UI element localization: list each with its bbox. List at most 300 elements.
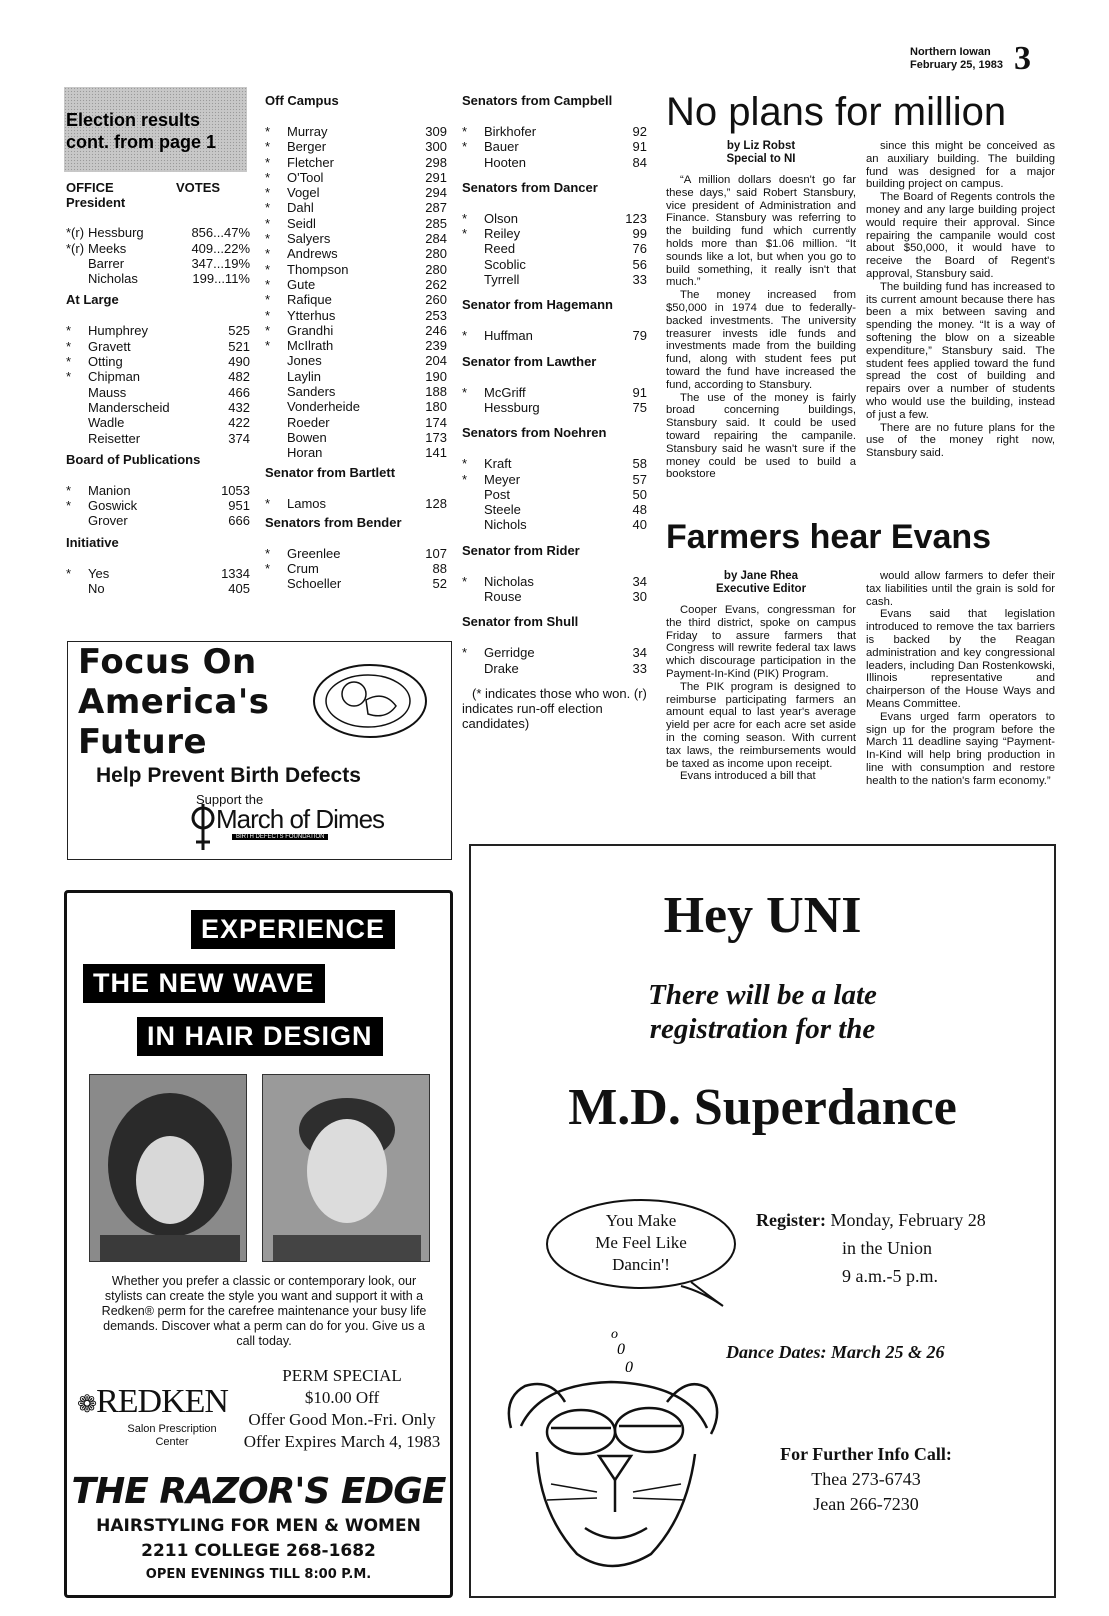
candidate-votes: 99 — [632, 226, 647, 242]
election-column-3 — [462, 93, 647, 731]
candidate-votes: 84 — [632, 154, 647, 170]
candidate-name: Goswick — [88, 498, 138, 514]
candidate-votes: 52 — [432, 576, 447, 592]
candidate-row — [462, 241, 647, 256]
winner-marker: * — [265, 338, 271, 354]
winner-marker: * — [265, 169, 271, 185]
candidate-row — [462, 487, 647, 502]
candidate-votes: 666 — [228, 513, 250, 529]
superdance-ad — [469, 844, 1056, 1598]
candidate-name: Reed — [484, 241, 516, 257]
dancer-list — [462, 211, 647, 287]
results-note: (* indicates those who won. (r) indicates run-off election candidates) — [462, 685, 647, 731]
contact-2: Jean 266-7230 — [813, 1494, 919, 1514]
candidate-row — [265, 170, 447, 185]
paper-name: Northern Iowan — [910, 46, 991, 58]
dimes-tagline: Help Prevent Birth Defects — [96, 764, 361, 787]
article2-column-2 — [866, 570, 1055, 788]
election-header-line2: cont. from page 1 — [66, 132, 217, 152]
candidate-name: Horan — [287, 445, 323, 461]
perm-special — [227, 1365, 457, 1453]
svg-text:o: o — [611, 1327, 618, 1342]
candidate-row — [265, 308, 447, 323]
candidate-row — [265, 216, 447, 231]
winner-marker: * — [66, 565, 72, 581]
candidate-name: Birkhofer — [484, 124, 537, 139]
candidate-name: Bowen — [287, 429, 327, 445]
candidate-name: Wadle — [88, 415, 125, 431]
candidate-votes: 174 — [425, 414, 447, 430]
col-office-label: OFFICE — [66, 180, 114, 195]
candidate-name: Humphrey — [88, 323, 148, 339]
candidate-row — [66, 256, 250, 271]
noehren-list — [462, 456, 647, 532]
candidate-name: Fletcher — [287, 154, 334, 170]
candidate-votes: 91 — [632, 139, 647, 155]
article1-column-2 — [866, 140, 1055, 460]
winner-marker: * — [265, 495, 271, 511]
candidate-votes: 1334 — [221, 565, 250, 581]
winner-marker: * — [462, 226, 468, 242]
article2-body-col2 — [866, 570, 1055, 788]
dimes-line1: Focus On — [78, 642, 257, 682]
president-list — [66, 225, 250, 286]
hair-bar-3: IN HAIR DESIGN — [137, 1017, 383, 1056]
candidate-row — [462, 139, 647, 154]
article-paragraph: There are no future plans for the use of the money right now, Stansbury said. — [866, 421, 1055, 460]
winner-marker: * — [462, 384, 468, 400]
candidate-votes: 56 — [632, 256, 647, 272]
candidate-votes: 347...19% — [191, 255, 250, 271]
candidate-votes: 199...11% — [192, 271, 250, 287]
candidate-row — [265, 384, 447, 399]
candidate-name: Crum — [287, 561, 319, 577]
article-paragraph: since this might be conceived as an auxiliary building. The building fund was designed for a major building project on campus. — [866, 140, 1055, 191]
candidate-name: Kraft — [484, 456, 512, 472]
candidate-name: Salyers — [287, 231, 331, 247]
candidate-name: Berger — [287, 139, 327, 155]
shop-hours: OPEN EVENINGS TILL 8:00 P.M. — [145, 1567, 372, 1582]
article-paragraph: Evans introduced a bill that — [680, 770, 816, 783]
article-paragraph: The building fund has increased to its current amount because there has been a mix between saving and spending the money. “It is a way of softening the blow on a sizeable expenditure,” Stansbury said. The student fees applied toward the fund spread the cost of building and repairs over a number of students who would use the building, instead of just a few. — [866, 280, 1055, 421]
candidate-votes: 291 — [425, 169, 447, 185]
candidate-votes: 951 — [228, 498, 250, 514]
hagemann-label: Senator from Hagemann — [462, 297, 613, 313]
register-label: Register: — [756, 1210, 826, 1230]
candidate-votes: 34 — [632, 645, 647, 661]
article1-body-col2 — [866, 140, 1055, 460]
winner-marker: * — [265, 322, 271, 338]
candidate-row — [66, 354, 250, 369]
candidate-name: Rouse — [484, 589, 522, 605]
initiative-list — [66, 566, 250, 597]
rider-list — [462, 574, 647, 605]
candidate-row — [462, 124, 647, 139]
election-header-line1: Election results — [66, 110, 201, 130]
candidate-row — [265, 338, 447, 353]
candidate-name: Grover — [88, 513, 128, 529]
candidate-row — [265, 185, 447, 200]
hair-bar-2: THE NEW WAVE — [83, 964, 325, 1003]
candidate-votes: 405 — [228, 581, 250, 597]
candidate-votes: 48 — [632, 502, 647, 518]
candidate-votes: 88 — [432, 561, 447, 577]
candidate-votes: 57 — [632, 471, 647, 487]
candidate-name: Tyrrell — [484, 272, 520, 288]
candidate-name: Gute — [287, 276, 316, 292]
dancer-label: Senators from Dancer — [462, 179, 598, 195]
dance-dates: Dance Dates: March 25 & 26 — [726, 1342, 945, 1362]
candidate-votes: 521 — [228, 338, 250, 354]
candidate-name: Steele — [484, 502, 521, 518]
candidate-votes: 280 — [425, 246, 447, 262]
article2-byline: by Jane Rhea — [723, 570, 799, 582]
article-paragraph: The PIK program is designed to reimburse participating farmers an amount equal to last year's average yield per acre for each acre set aside in the coming season. With current tax laws, the reimbursements would be taxed as income upon receipt. — [666, 680, 856, 770]
candidate-name: Chipman — [88, 369, 141, 385]
candidate-name: Post — [484, 486, 511, 502]
candidate-row — [66, 483, 250, 498]
superdance-title: Hey UNI — [663, 887, 862, 944]
winner-marker: * — [66, 354, 72, 370]
candidate-row — [66, 225, 250, 240]
lawther-label: Senator from Lawther — [462, 353, 597, 369]
candidate-row — [462, 226, 647, 241]
candidate-row — [462, 645, 647, 660]
candidate-name: Nicholas — [484, 573, 534, 589]
bartlett-label: Senator from Bartlett — [265, 464, 396, 480]
candidate-name: Laylin — [287, 368, 321, 384]
candidate-row — [265, 496, 447, 511]
masthead — [910, 46, 1003, 72]
dimes-foundation: BIRTH DEFECTS FOUNDATION — [232, 834, 328, 840]
candidate-name: Otting — [88, 354, 123, 370]
candidate-row — [265, 231, 447, 246]
late-registration — [471, 978, 1054, 1046]
candidate-name: Hessburg — [484, 399, 540, 415]
candidate-votes: 190 — [425, 368, 447, 384]
perm-price: $10.00 Off — [304, 1388, 380, 1407]
dimes-line3: Future — [78, 722, 208, 762]
perm-days: Offer Good Mon.-Fri. Only — [248, 1410, 436, 1429]
winner-marker: * — [265, 215, 271, 231]
candidate-name: Olson — [484, 210, 518, 226]
candidate-name: McIlrath — [287, 338, 334, 354]
winner-marker: * — [265, 200, 271, 216]
razors-edge-ad — [64, 890, 453, 1598]
candidate-votes: 466 — [228, 384, 250, 400]
candidate-name: Nicholas — [88, 271, 138, 287]
candidate-name: Scoblic — [484, 256, 526, 272]
candidate-name: Greenlee — [287, 545, 341, 561]
article2-body-col1 — [666, 604, 856, 783]
candidate-votes: 30 — [632, 589, 647, 605]
candidate-votes: 173 — [425, 429, 447, 445]
candidate-votes: 40 — [632, 517, 647, 533]
candidate-row — [462, 257, 647, 272]
candidate-votes: 1053 — [221, 482, 250, 498]
candidate-name: Vonderheide — [287, 399, 361, 415]
candidate-votes: 490 — [228, 354, 250, 370]
article1-body-col1 — [666, 174, 856, 481]
candidate-votes: 374 — [228, 430, 250, 446]
winner-marker: * — [462, 328, 468, 344]
candidate-row — [462, 574, 647, 589]
president-label: President — [66, 195, 126, 211]
hair-copy: Whether you prefer a classic or contemporary look, our stylists can create the style you want and support it with a Redken® perm for the carefree maintenance your busy life demands. Discover what a perm can do for you. Give us a call today. — [101, 1274, 427, 1348]
candidate-name: Ytterhus — [287, 307, 336, 323]
candidate-row — [265, 139, 447, 154]
candidate-votes: 253 — [425, 307, 447, 323]
hagemann-list — [462, 328, 647, 343]
candidate-name: Murray — [287, 124, 328, 139]
candidate-name: Roeder — [287, 414, 330, 430]
candidate-name: Barrer — [88, 255, 125, 271]
svg-text:0: 0 — [625, 1359, 633, 1376]
candidate-name: Seidl — [287, 215, 316, 231]
candidate-name: Nichols — [484, 517, 527, 533]
candidate-name: Reiley — [484, 226, 521, 242]
at-large-label: At Large — [66, 292, 119, 308]
redken-flower-icon: ❁ — [77, 1392, 97, 1418]
redken-brand — [77, 1383, 228, 1421]
perm-expires: Offer Expires March 4, 1983 — [243, 1432, 441, 1451]
winner-marker: * — [265, 139, 271, 155]
candidate-votes: 482 — [228, 369, 250, 385]
article2-headline: Farmers hear Evans — [666, 518, 992, 556]
candidate-row — [66, 415, 250, 430]
candidate-row — [265, 445, 447, 460]
winner-marker: * — [265, 276, 271, 292]
bubble-line1: You Make — [605, 1211, 677, 1230]
candidate-name: Rafique — [287, 292, 332, 308]
candidate-votes: 262 — [425, 276, 447, 292]
winner-marker: * — [265, 185, 271, 201]
winner-marker: * — [66, 338, 72, 354]
candidate-votes: 309 — [425, 124, 447, 139]
winner-marker: * — [462, 645, 468, 661]
dimes-logo-icon — [190, 802, 216, 852]
article-paragraph: Cooper Evans, congressman for the third district, spoke on campus Friday to assure farmers that Congress will rewrite federal tax laws which discourage participation in the Payment-In-Kind (PIK) Program. — [666, 604, 856, 680]
bubble-line3: Dancin'! — [612, 1255, 670, 1274]
candidate-votes: 525 — [228, 323, 250, 339]
candidate-row — [265, 292, 447, 307]
at-large-list — [66, 323, 250, 445]
dimes-line2: America's — [78, 682, 270, 722]
initiative-label: Initiative — [66, 534, 119, 550]
woman-photo — [89, 1074, 247, 1262]
candidate-row — [462, 456, 647, 471]
candidate-row — [462, 517, 647, 532]
candidate-name: Hessburg — [88, 225, 144, 241]
winner-marker: * — [265, 561, 271, 577]
candidate-name: No — [88, 581, 105, 597]
office-votes-header — [66, 180, 250, 195]
shop-name: THE RAZOR'S EDGE — [71, 1471, 446, 1512]
candidate-votes: 284 — [425, 231, 447, 247]
winner-marker: * — [462, 456, 468, 472]
perm-title: PERM SPECIAL — [282, 1366, 402, 1385]
hair-bar-1: EXPERIENCE — [191, 910, 395, 949]
bubble-line2: Me Feel Like — [595, 1233, 687, 1252]
candidate-name: Mauss — [88, 384, 127, 400]
candidate-row — [66, 400, 250, 415]
candidate-votes: 107 — [425, 545, 447, 561]
candidate-name: Meeks — [88, 240, 127, 256]
candidate-row — [462, 472, 647, 487]
article-paragraph: would allow farmers to defer their tax liabilities until the grain is sold for cash. — [866, 570, 1055, 608]
candidate-row — [462, 155, 647, 170]
candidate-row — [265, 546, 447, 561]
candidate-row — [265, 277, 447, 292]
candidate-name: Schoeller — [287, 576, 342, 592]
col-votes-label: VOTES — [176, 180, 221, 195]
contact-1: Thea 273-6743 — [811, 1469, 921, 1489]
winner-marker: * — [265, 307, 271, 323]
candidate-name: Jones — [287, 353, 322, 369]
winner-marker: * — [265, 231, 271, 247]
winner-marker: *(r) — [66, 225, 85, 241]
shop-address: 2211 COLLEGE 268-1682 — [141, 1541, 376, 1561]
candidate-row — [265, 369, 447, 384]
candidate-votes: 75 — [632, 399, 647, 415]
event-name: M.D. Superdance — [568, 1079, 957, 1136]
shull-label: Senator from Shull — [462, 614, 579, 630]
bartlett-list — [265, 496, 447, 511]
article-paragraph: Evans urged farm operators to sign up for the program before the March 11 deadline saying “Payment-In-Kind will help bring production in line with consumption and restore health to the nation's farm economy.” — [866, 710, 1055, 787]
candidate-votes: 128 — [425, 495, 447, 511]
winner-marker: * — [462, 471, 468, 487]
article-paragraph: The Board of Regents controls the money and any large building project would require their approval. Since repairing the campanile would cost about $50,000, it would have to receive the Board of Regent's approval, Stansbury said. — [866, 191, 1055, 280]
candidate-votes: 141 — [425, 445, 447, 461]
pubs-list — [66, 483, 250, 529]
candidate-row — [66, 513, 250, 528]
man-photo — [262, 1074, 430, 1262]
candidate-votes: 409...22% — [191, 240, 250, 256]
candidate-row — [66, 241, 250, 256]
march-of-dimes-ad — [67, 641, 452, 860]
svg-text:0: 0 — [617, 1341, 625, 1358]
candidate-votes: 246 — [425, 322, 447, 338]
candidate-row — [265, 415, 447, 430]
candidate-name: O'Tool — [287, 169, 324, 185]
candidate-row — [66, 581, 250, 596]
noehren-label: Senators from Noehren — [462, 425, 607, 441]
candidate-votes: 91 — [632, 384, 647, 400]
campbell-label: Senators from Campbell — [462, 93, 613, 108]
candidate-row — [462, 589, 647, 604]
candidate-row — [462, 502, 647, 517]
off-campus-label: Off Campus — [265, 93, 339, 108]
article2-role: Executive Editor — [715, 583, 807, 595]
candidate-row — [265, 353, 447, 368]
candidate-votes: 432 — [228, 399, 250, 415]
candidate-row — [265, 576, 447, 591]
candidate-row — [265, 155, 447, 170]
candidate-name: Huffman — [484, 328, 533, 344]
winner-marker: * — [66, 482, 72, 498]
candidate-row — [66, 566, 250, 581]
article1-column-1 — [666, 140, 856, 481]
winner-marker: * — [462, 573, 468, 589]
candidate-votes: 298 — [425, 154, 447, 170]
candidate-name: Thompson — [287, 261, 349, 277]
candidate-row — [265, 200, 447, 215]
candidate-row — [66, 385, 250, 400]
late-line2: registration for the — [649, 1013, 876, 1045]
shull-list — [462, 645, 647, 676]
winner-marker: * — [265, 154, 271, 170]
winner-marker: * — [265, 246, 271, 262]
candidate-row — [462, 385, 647, 400]
candidate-votes: 123 — [625, 210, 647, 226]
candidate-name: Reisetter — [88, 430, 141, 446]
candidate-row — [265, 323, 447, 338]
candidate-votes: 76 — [632, 241, 647, 257]
candidate-votes: 294 — [425, 185, 447, 201]
candidate-votes: 33 — [632, 272, 647, 288]
register-date: Monday, February 28 — [830, 1210, 986, 1230]
winner-marker: * — [265, 545, 271, 561]
candidate-votes: 204 — [425, 353, 447, 369]
candidate-row — [462, 328, 647, 343]
candidate-votes: 33 — [632, 660, 647, 676]
issue-date: February 25, 1983 — [910, 59, 1003, 71]
rider-label: Senator from Rider — [462, 542, 580, 558]
candidate-votes: 287 — [425, 200, 447, 216]
candidate-name: Meyer — [484, 471, 521, 487]
candidate-name: McGriff — [484, 384, 526, 400]
candidate-row — [66, 369, 250, 384]
candidate-row — [462, 400, 647, 415]
off-campus-list — [265, 124, 447, 461]
candidate-votes: 280 — [425, 261, 447, 277]
candidate-votes: 79 — [632, 328, 647, 344]
candidate-name: Dahl — [287, 200, 314, 216]
article-paragraph: The use of the money is fairly broad concerning buildings, Stansbury said. It could be used toward repairing the campanile. Stansbury said he wasn't sure if the money could be used to build a bookstore — [666, 391, 856, 481]
bender-label: Senators from Bender — [265, 514, 402, 530]
candidate-row — [66, 323, 250, 338]
man-portrait-icon — [263, 1075, 430, 1262]
winner-marker: * — [66, 323, 72, 339]
candidate-row — [66, 339, 250, 354]
candidate-votes: 285 — [425, 215, 447, 231]
info-label: For Further Info Call: — [780, 1444, 952, 1464]
candidate-row — [265, 399, 447, 414]
shop-services: HAIRSTYLING FOR MEN & WOMEN — [96, 1516, 421, 1536]
article-paragraph: The money increased from $50,000 in 1974 due to federally-backed investments. The university treasurer invests idle funds and investments made from the building fund, along with student fees put toward the fund have increased the fund, according to Stansbury. — [666, 289, 856, 391]
candidate-name: Manion — [88, 482, 131, 498]
candidate-name: Yes — [88, 565, 110, 581]
candidate-name: Bauer — [484, 139, 519, 155]
article1-role: Special to NI — [726, 153, 796, 165]
candidate-votes: 58 — [632, 456, 647, 472]
candidate-votes: 422 — [228, 415, 250, 431]
dimes-org: March of Dimes — [216, 804, 385, 834]
candidate-votes: 300 — [425, 139, 447, 155]
campbell-list — [462, 124, 647, 170]
dimes-support: Support the — [196, 792, 264, 807]
candidate-name: Gravett — [88, 338, 131, 354]
candidate-row — [265, 262, 447, 277]
candidate-row — [265, 246, 447, 261]
redken-name: REDKEN — [96, 1383, 228, 1420]
bender-list — [265, 546, 447, 592]
candidate-row — [66, 498, 250, 513]
article2-column-1 — [666, 570, 856, 783]
candidate-votes: 50 — [632, 486, 647, 502]
candidate-name: Sanders — [287, 384, 336, 400]
winner-marker: * — [265, 292, 271, 308]
